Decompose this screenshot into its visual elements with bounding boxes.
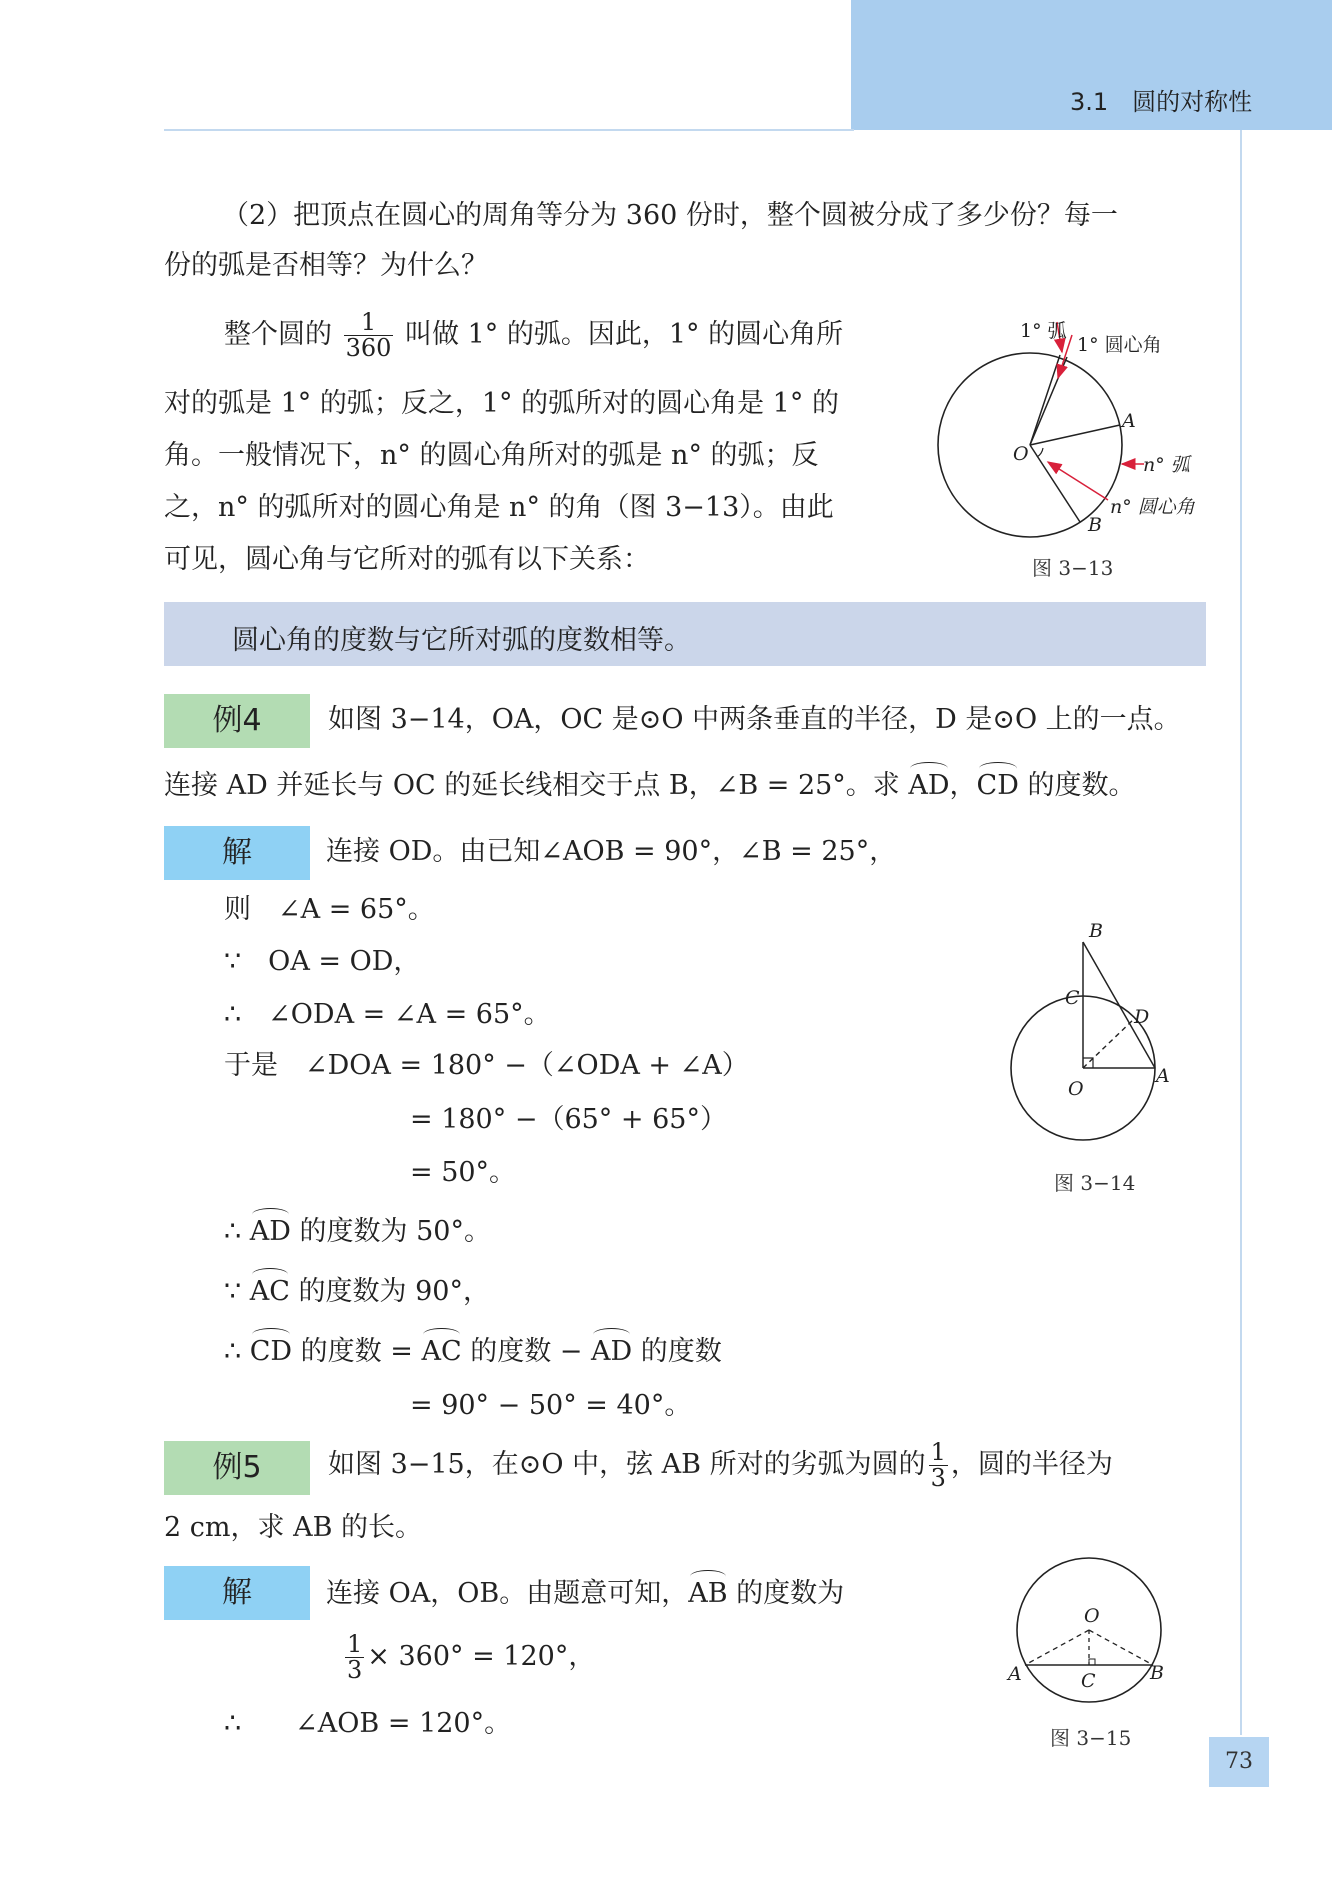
solution-4-step-8-text: 的度数为 50°。 (290, 1216, 491, 1247)
example-5-text-post: ，圆的半径为 (950, 1449, 1113, 1481)
solution-4-step-11: = 90° − 50° = 40°。 (410, 1390, 692, 1421)
fraction-denominator: 360 (345, 334, 392, 363)
label-O: O (1068, 1078, 1084, 1100)
label-A: A (1122, 410, 1136, 432)
solution-4-step-1: 连接 OD。由已知∠AOB = 90°，∠B = 25°， (326, 836, 897, 867)
arc-AC: AC (249, 1276, 290, 1307)
separator: ， (949, 770, 977, 801)
solution-4-step-5: 于是 ∠DOA = 180° −（∠ODA + ∠A） (224, 1050, 749, 1081)
solution-5-text-pre: 连接 OA，OB。由题意可知， (326, 1578, 689, 1609)
solution-5-text-post: 的度数为 (727, 1578, 845, 1609)
fraction-1-360 (344, 310, 394, 361)
example-5-text-pre: 如图 3−15，在⊙O 中，弦 AB 所对的劣弧为圆的 (328, 1449, 926, 1481)
example-5-line-2: 2 cm，求 AB 的长。 (164, 1512, 422, 1543)
example-4-line-2 (164, 770, 1135, 802)
label-1-degree-angle: 1° 圆心角 (1077, 334, 1162, 356)
solution-5-step-3: ∴ ∠AOB = 120°。 (224, 1708, 512, 1739)
radius-OA (1030, 425, 1120, 445)
arc-CD: CD (249, 1336, 293, 1367)
example-5-line-1 (328, 1440, 1113, 1491)
solution-4-step-7: = 50°。 (410, 1157, 517, 1188)
label-O: O (1013, 443, 1029, 465)
example-4-text-a: 连接 AD 并延长与 OC 的延长线相交于点 B，∠B = 25°。求 (164, 770, 909, 801)
solution-5-step-2 (342, 1632, 595, 1683)
fraction-denominator: 3 (347, 1656, 363, 1685)
arc-CD: CD (976, 770, 1019, 801)
label-n-degree-arc: n° 弧 (1143, 454, 1190, 476)
fraction-numerator: 1 (347, 1630, 363, 1658)
figure-3-13-caption: 图 3−13 (1032, 556, 1114, 580)
line-AB (1083, 942, 1155, 1068)
solution-4-step-3: ∵ OA = OD， (224, 946, 421, 977)
fraction-numerator: 1 (344, 310, 394, 336)
label-A: A (1008, 1663, 1022, 1685)
label-B: B (1150, 1662, 1164, 1684)
therefore-symbol: ∴ (224, 1336, 250, 1367)
header-rule (164, 129, 854, 131)
solution-5-step-1 (326, 1578, 844, 1610)
label-1-degree-arc: 1° 弧 (1020, 320, 1067, 342)
dashed-OA (1025, 1630, 1089, 1665)
right-angle-mark (1089, 1659, 1095, 1665)
label-C: C (1065, 987, 1080, 1009)
label-A: A (1156, 1065, 1170, 1087)
margin-rule (1240, 130, 1242, 1735)
solution-4-step-9-text: 的度数为 90°， (289, 1276, 490, 1307)
therefore-symbol: ∴ (224, 1216, 250, 1247)
angle-mark (1037, 448, 1043, 457)
fraction-numerator: 1 (930, 1438, 946, 1466)
arc-AC: AC (421, 1336, 462, 1367)
question-line-1: （2）把顶点在圆心的周角等分为 360 份时，整个圆被分成了多少份？每一 (222, 200, 1118, 231)
label-O: O (1084, 1605, 1100, 1627)
question-line-2: 份的弧是否相等？为什么？ (164, 250, 488, 281)
fraction-1-3 (345, 1632, 364, 1683)
solution-4-step-2: 则 ∠A = 65°。 (224, 894, 435, 925)
definition-text-post: 叫做 1° 的弧。因此，1° 的圆心角所 (405, 319, 844, 351)
definition-text-pre: 整个圆的 (224, 319, 332, 351)
arrow-n-angle (1048, 462, 1108, 500)
figure-3-14 (1000, 915, 1200, 1155)
definition-line-1 (224, 310, 843, 361)
paragraph-line-4: 之，n° 的弧所对的圆心角是 n° 的角（图 3−13）。由此 (164, 492, 834, 523)
figure-3-15 (1000, 1555, 1180, 1735)
paragraph-line-2: 对的弧是 1° 的弧；反之，1° 的弧所对的圆心角是 1° 的 (164, 388, 839, 419)
example-4-line-1: 如图 3−14，OA，OC 是⊙O 中两条垂直的半径，D 是⊙O 上的一点。 (328, 704, 1181, 735)
step-10-text-2: 的度数 − (461, 1336, 591, 1367)
solution-5-step-2-text: × 360° = 120°， (367, 1641, 596, 1673)
solution-5-tag: 解 (164, 1566, 310, 1620)
figure-3-14-caption: 图 3−14 (1054, 1171, 1136, 1195)
dashed-OD (1083, 1018, 1135, 1068)
step-10-text-3: 的度数 (632, 1336, 722, 1367)
paragraph-line-5: 可见，圆心角与它所对的弧有以下关系： (164, 544, 650, 575)
step-10-text-1: 的度数 = (292, 1336, 422, 1367)
section-title: 3.1 圆的对称性 (1070, 88, 1253, 116)
dashed-OB (1089, 1630, 1153, 1665)
arc-AB: AB (688, 1578, 728, 1609)
fraction-denominator: 3 (930, 1464, 946, 1493)
solution-4-step-9 (224, 1276, 490, 1308)
because-symbol: ∵ (224, 1276, 250, 1307)
solution-4-step-10 (224, 1336, 722, 1368)
solution-4-step-8 (224, 1216, 491, 1248)
page-number: 73 (1209, 1737, 1269, 1787)
label-n-degree-angle: n° 圆心角 (1110, 496, 1195, 518)
solution-4-step-6: = 180° −（65° + 65°） (410, 1104, 727, 1135)
rule-statement: 圆心角的度数与它所对弧的度数相等。 (232, 625, 691, 656)
paragraph-line-3: 角。一般情况下，n° 的圆心角所对的弧是 n° 的弧；反 (164, 440, 819, 471)
figure-3-15-caption: 图 3−15 (1050, 1726, 1132, 1750)
example-4-text-b: 的度数。 (1018, 770, 1136, 801)
solution-4-tag: 解 (164, 826, 310, 880)
label-B: B (1089, 920, 1103, 942)
arc-AD: AD (908, 770, 950, 801)
radius-1a (1030, 355, 1060, 445)
fraction-1-3 (929, 1440, 948, 1491)
example-5-tag: 例5 (164, 1441, 310, 1495)
arc-AD: AD (249, 1216, 291, 1247)
label-D: D (1134, 1006, 1150, 1028)
radius-1b (1030, 357, 1067, 445)
label-B: B (1088, 514, 1102, 536)
example-4-tag: 例4 (164, 694, 310, 748)
label-C: C (1081, 1670, 1096, 1692)
solution-4-step-4: ∴ ∠ODA = ∠A = 65°。 (224, 999, 551, 1030)
arc-AD: AD (591, 1336, 633, 1367)
